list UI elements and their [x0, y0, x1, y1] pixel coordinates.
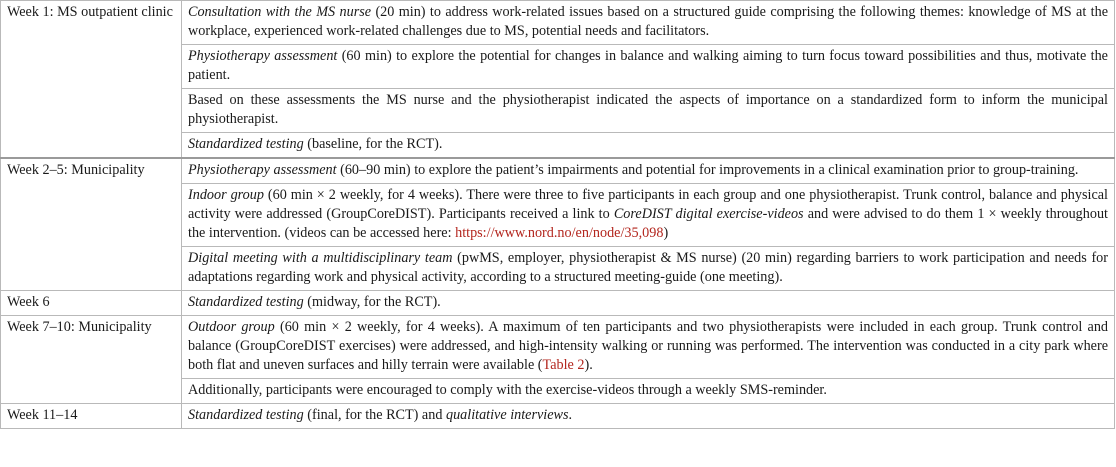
activity-cell	[182, 1, 1115, 45]
activity-text: (final, for the RCT) and	[303, 407, 446, 423]
activity-title: Digital meeting with a multidisciplinary team	[188, 250, 453, 266]
activity-title: Indoor group	[188, 187, 264, 203]
activity-cell	[182, 291, 1115, 316]
activity-title: Standardized testing	[188, 407, 304, 423]
table-reference-link[interactable]: Table 2	[542, 357, 585, 373]
table-row	[1, 291, 1115, 316]
activity-text: and were advised to do them 1 × weekly throughout the intervention. (videos can be accessed here:	[188, 206, 1108, 241]
activity-cell	[182, 404, 1115, 429]
video-link[interactable]: https://www.nord.no/en/node/35,098	[455, 225, 664, 241]
activity-text: (midway, for the RCT).	[303, 294, 441, 310]
table-row	[1, 158, 1115, 184]
week-cell: Week 7–10: Municipality	[1, 316, 182, 404]
activity-text: .	[568, 407, 573, 423]
week-cell: Week 11–14	[1, 404, 182, 429]
activity-cell	[182, 45, 1115, 89]
activity-title-secondary: qualitative interviews	[445, 407, 569, 423]
activity-text: (pwMS, employer, physiotherapist & MS nurse) (20 min) regarding barriers to work participation and needs for adaptations regarding work and physical activity, according to a structured meeting-guide (one meeting).	[188, 250, 1108, 285]
table-row	[1, 1, 1115, 45]
activity-cell	[182, 158, 1115, 184]
activity-cell	[182, 133, 1115, 159]
activity-title: Standardized testing	[188, 294, 304, 310]
activity-title: Physiotherapy assessment	[188, 162, 337, 178]
activity-text: (20 min) to address work-related issues based on a structured guide comprising the following themes: knowledge of MS at the workplace, experienced work-related challenges due to MS, potential needs and facilitators.	[188, 4, 1108, 39]
activity-text: Additionally, participants were encouraged to comply with the exercise-videos through a weekly SMS-reminder.	[188, 382, 827, 398]
week-cell: Week 1: MS outpatient clinic	[1, 1, 182, 159]
activity-text: )	[663, 225, 669, 241]
activity-text: (baseline, for the RCT).	[303, 136, 443, 152]
week-cell: Week 6	[1, 291, 182, 316]
activity-text: Based on these assessments the MS nurse and the physiotherapist indicated the aspects of importance on a standardized form to inform the municipal physiotherapist.	[188, 92, 1108, 127]
activity-text: (60 min × 2 weekly, for 4 weeks). There were three to five participants in each group and one physiotherapist. Trunk control, balance and physical activity were addressed (GroupCoreDIST). Participants received a link to	[188, 187, 1108, 222]
activity-title: Standardized testing	[188, 136, 304, 152]
activity-title-secondary: CoreDIST digital exercise-videos	[613, 206, 804, 222]
activity-cell	[182, 184, 1115, 247]
week-cell: Week 2–5: Municipality	[1, 158, 182, 291]
activity-text: (60 min × 2 weekly, for 4 weeks). A maximum of ten participants and two physiotherapists were included in each group. Trunk control and balance (GroupCoreDIST exercises) were addressed, and high-intensity walking or running was performed. The intervention was conducted in a city park where both flat and uneven surfaces and hilly terrain were available (	[188, 319, 1109, 373]
activity-cell	[182, 316, 1115, 379]
table-row	[1, 316, 1115, 379]
activity-cell	[182, 379, 1115, 404]
activity-title: Physiotherapy assessment	[188, 48, 338, 64]
activity-cell	[182, 89, 1115, 133]
activity-text: ).	[584, 357, 593, 373]
activity-title: Consultation with the MS nurse	[188, 4, 372, 20]
table-row	[1, 404, 1115, 429]
activity-title: Outdoor group	[188, 319, 275, 335]
activity-text: (60 min) to explore the potential for changes in balance and walking aiming to turn focus toward possibilities and thus, motivate the patient.	[188, 48, 1108, 83]
activity-text: (60–90 min) to explore the patient’s impairments and potential for improvements in a clinical examination prior to group-training.	[336, 162, 1079, 178]
activity-cell	[182, 247, 1115, 291]
